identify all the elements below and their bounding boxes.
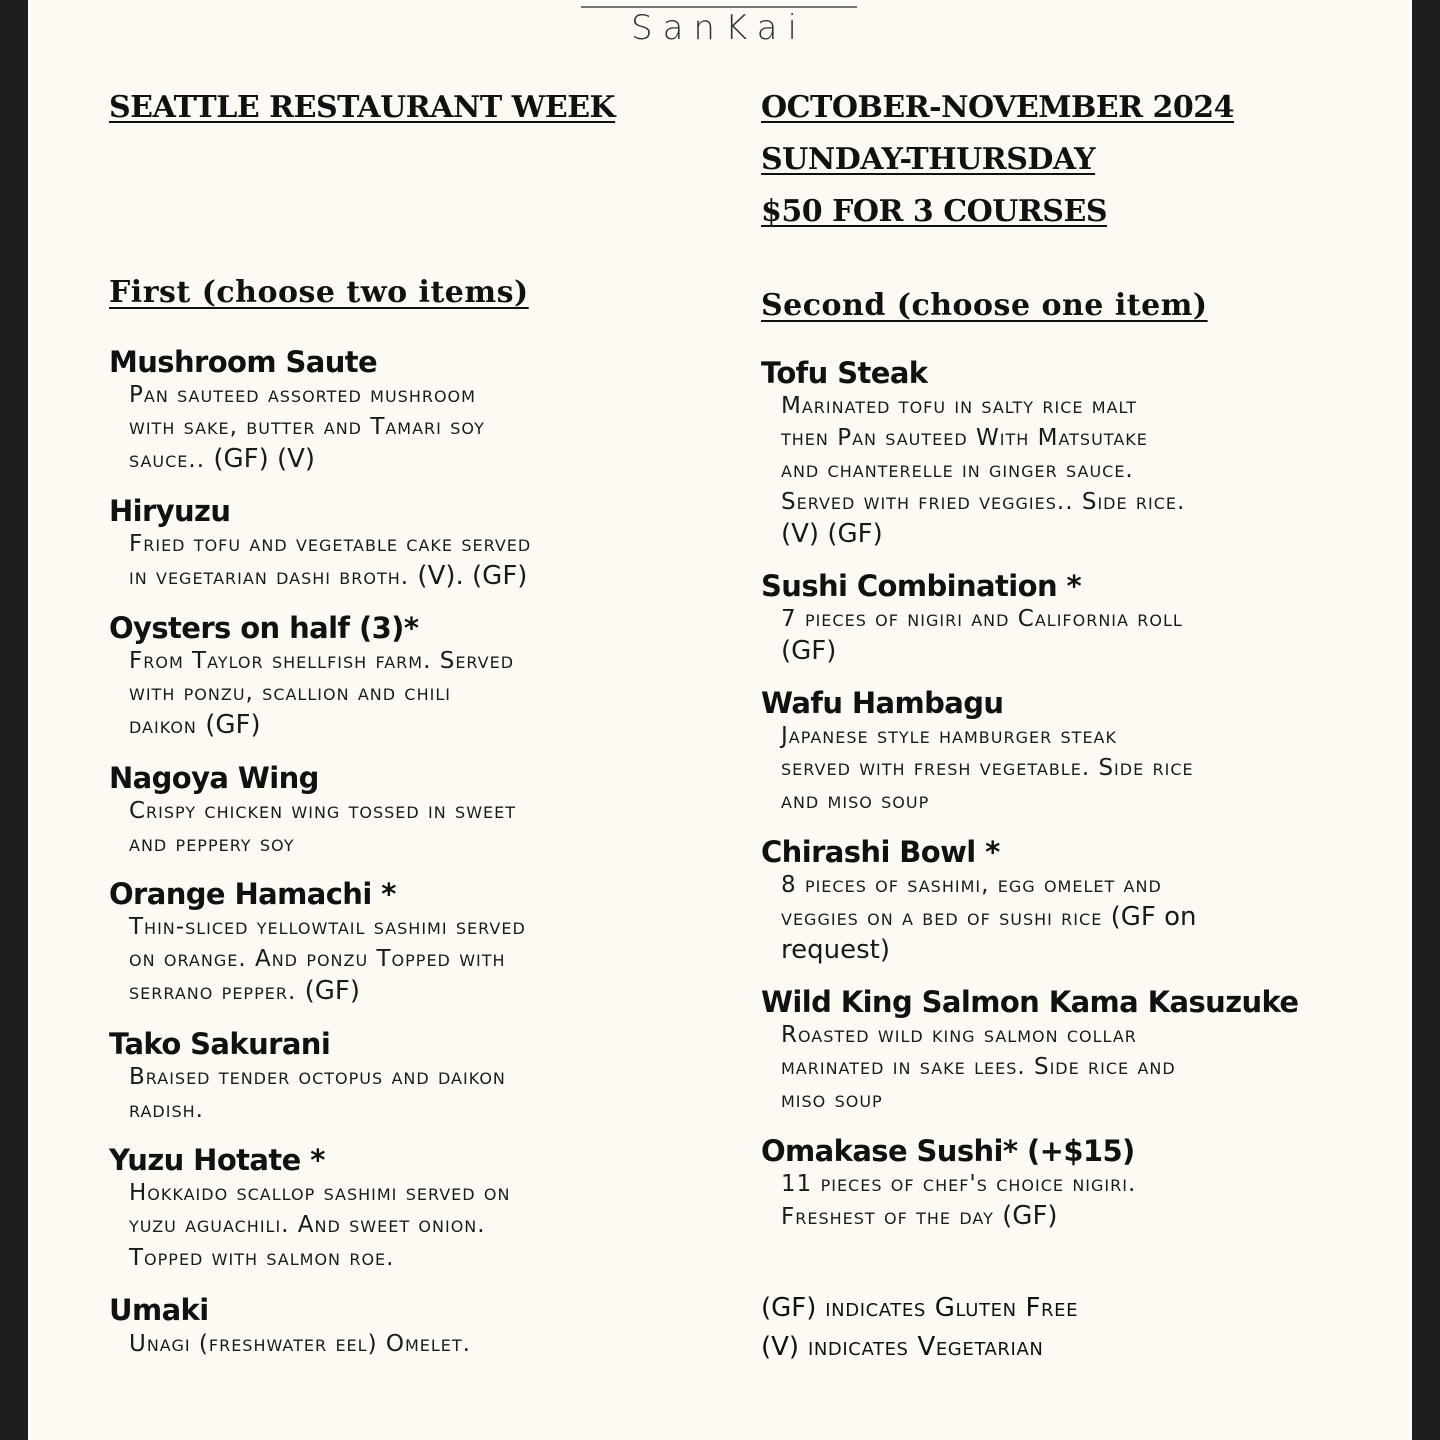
event-dates: OCTOBER-NOVEMBER 2024 (761, 90, 1235, 125)
menu-item (761, 686, 1194, 817)
item-name: Omakase Sushi* (+$15) (761, 1134, 1135, 1168)
item-desc-text: Marinated tofu in salty rice malt then Pan sauteed With Matsutake and chanterelle in ginger sauce. Served with fried veggies.. Side rice. (781, 393, 1186, 515)
item-name: Wafu Hambagu (761, 686, 1004, 720)
menu-item (109, 761, 516, 860)
legend-code: (GF) (761, 1293, 817, 1323)
menu-page (28, 0, 1412, 1440)
item-description (761, 720, 1194, 817)
item-desc-text: Crispy chicken wing tossed in sweet and peppery soy (129, 798, 517, 857)
item-description (109, 1177, 510, 1274)
menu-item (761, 569, 1183, 668)
item-description (109, 1327, 471, 1360)
item-name: Umaki (109, 1293, 209, 1327)
item-desc-text: Japanese style hamburger steak served with fresh vegetable. Side rice and miso soup (781, 723, 1194, 814)
menu-item (761, 356, 1185, 551)
menu-item (109, 1143, 510, 1274)
item-description (761, 390, 1185, 551)
item-description (109, 1061, 506, 1126)
event-title: SEATTLE RESTAURANT WEEK (109, 90, 616, 125)
menu-item (109, 345, 485, 476)
item-description (761, 603, 1183, 668)
item-desc-text: From Taylor shellfish farm. Served with ponzu, scallion and chili daikon (129, 648, 515, 739)
item-description (761, 1168, 1136, 1233)
item-desc-text: Pan sauteed assorted mushroom with sake, butter and Tamari soy sauce.. (129, 382, 485, 473)
item-name: Yuzu Hotate * (109, 1143, 325, 1177)
menu-item (109, 1027, 506, 1126)
item-diet-tag: (V). (GF) (417, 561, 528, 591)
legend-code: (V) (761, 1332, 800, 1362)
menu-item (109, 494, 531, 593)
menu-item (761, 1134, 1136, 1233)
item-diet-tag: (GF) (V) (213, 444, 316, 474)
second-course-title: Second (choose one item) (761, 288, 1208, 323)
item-description (761, 869, 1197, 967)
item-diet-tag: (GF) (781, 636, 837, 666)
item-name: Sushi Combination * (761, 569, 1082, 603)
item-name: Wild King Salmon Kama Kasuzuke (761, 985, 1299, 1019)
event-price: $50 FOR 3 COURSES (761, 194, 1107, 229)
legend-text: indicates Vegetarian (807, 1332, 1044, 1362)
item-desc-text: Thin-sliced yellowtail sashimi served on orange. And ponzu Topped with serrano pepper. (129, 914, 526, 1005)
legend-vegetarian (761, 1332, 1043, 1362)
item-name: Nagoya Wing (109, 761, 319, 795)
item-desc-text: Unagi (freshwater eel) Omelet. (129, 1331, 471, 1357)
item-name: Mushroom Saute (109, 345, 378, 379)
item-description (109, 645, 514, 742)
item-desc-text: 7 pieces of nigiri and California roll (781, 606, 1183, 632)
item-name: Hiryuzu (109, 494, 231, 528)
item-diet-tag: (GF on request) (781, 902, 1197, 965)
first-course-title: First (choose two items) (109, 275, 529, 310)
menu-item (109, 611, 514, 742)
event-days: SUNDAY-THURSDAY (761, 142, 1096, 177)
item-diet-tag: (GF) (205, 710, 261, 740)
menu-item (109, 877, 526, 1008)
menu-item (761, 835, 1197, 967)
item-desc-text: Roasted wild king salmon collar marinated in sake lees. Side rice and miso soup (781, 1022, 1176, 1113)
menu-item (761, 985, 1299, 1116)
item-description (761, 1019, 1299, 1116)
item-description (109, 911, 526, 1008)
item-name: Oysters on half (3)* (109, 611, 419, 645)
item-name: Chirashi Bowl * (761, 835, 1000, 869)
item-diet-tag: (GF) (304, 976, 360, 1006)
menu-item (109, 1293, 471, 1360)
item-name: Tofu Steak (761, 356, 928, 390)
item-desc-text: Hokkaido scallop sashimi served on yuzu aguachili. And sweet onion. Topped with salmon roe. (129, 1180, 511, 1271)
brand-logo: SanKai (631, 8, 807, 48)
item-desc-text: Braised tender octopus and daikon radish. (129, 1064, 506, 1123)
legend-text: indicates Gluten Free (825, 1293, 1079, 1323)
legend-gluten-free (761, 1293, 1078, 1323)
item-desc-text: Fried tofu and vegetable cake served in vegetarian dashi broth. (129, 531, 532, 590)
item-description (109, 795, 516, 860)
item-name: Orange Hamachi * (109, 877, 396, 911)
item-desc-text: 11 pieces of chef's choice nigiri. Freshest of the day (781, 1171, 1137, 1230)
item-name: Tako Sakurani (109, 1027, 331, 1061)
item-description (109, 379, 485, 476)
item-description (109, 528, 531, 593)
item-diet-tag: (V) (GF) (781, 519, 883, 549)
item-desc-text: 8 pieces of sashimi, egg omelet and veggies on a bed of sushi rice (781, 872, 1162, 931)
item-diet-tag: (GF) (1002, 1201, 1058, 1231)
